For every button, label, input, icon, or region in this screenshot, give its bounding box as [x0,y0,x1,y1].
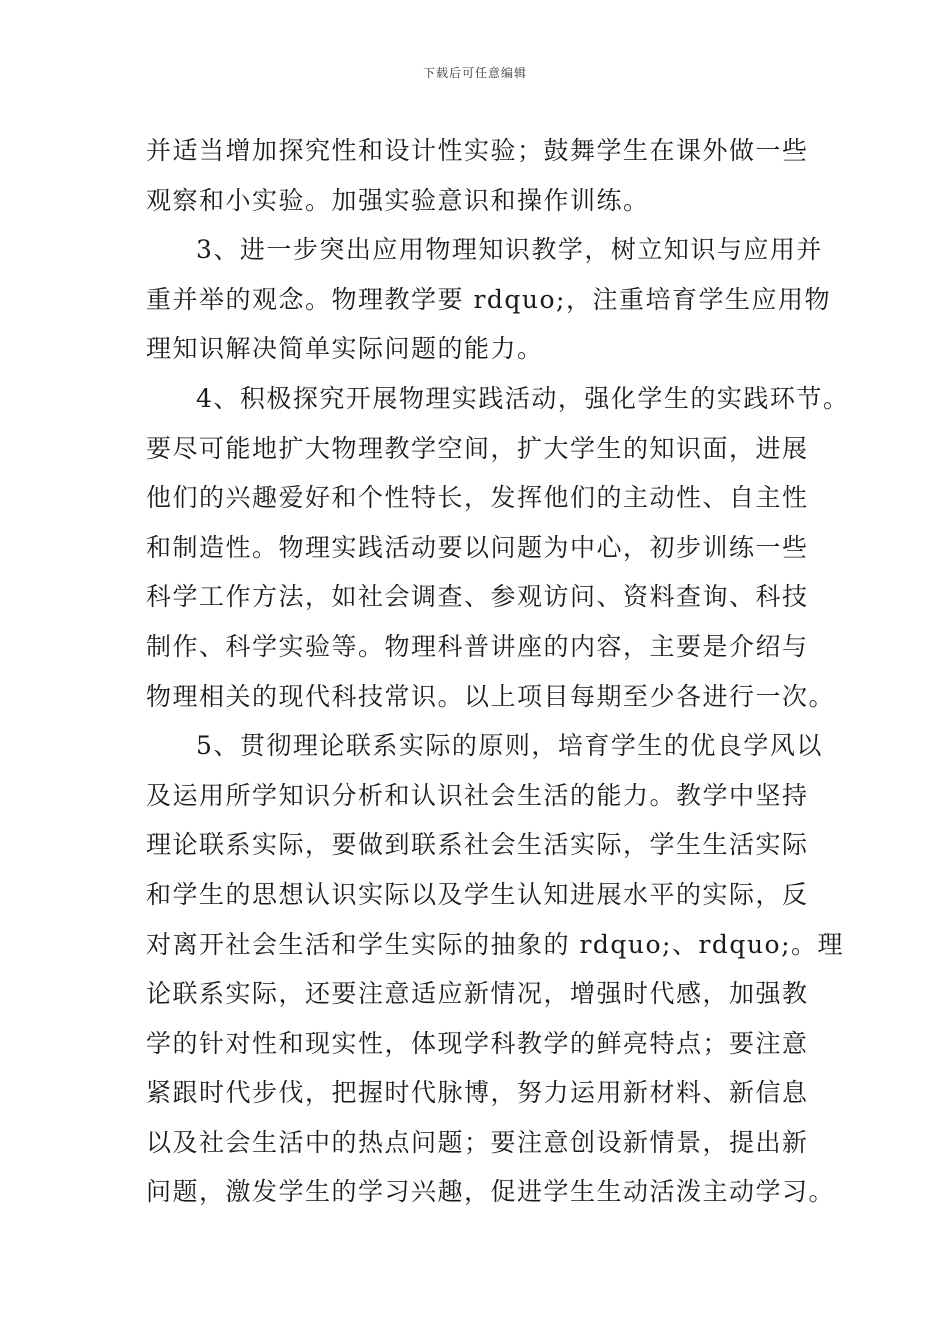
text-line: 问题，激发学生的学习兴趣，促进学生生动活泼主动学习。 [146,1177,836,1207]
text-line: 以及社会生活中的热点问题；要注意创设新情景，提出新 [146,1127,809,1157]
text-line: 5、贯彻理论联系实际的原则，培育学生的优良学风以 [196,731,823,761]
text-line: 重并举的观念。物理教学要 rdquo;，注重培育学生应用物 [146,284,831,314]
text-line: 3、进一步突出应用物理知识教学，树立知识与应用并 [196,235,823,265]
text-line: 学的针对性和现实性，体现学科教学的鲜亮特点；要注意 [146,1028,809,1058]
text-line: 观察和小实验。加强实验意识和操作训练。 [146,185,650,215]
text-line: 对离开社会生活和学生实际的抽象的 rdquo;、rdquo;。理 [146,929,845,959]
text-line: 并适当增加探究性和设计性实验；鼓舞学生在课外做一些 [146,136,809,165]
paragraph-3 [146,374,850,721]
paragraph-4 [146,721,845,1217]
text-line: 制作、科学实验等。物理科普讲座的内容，主要是介绍与 [146,631,809,661]
text-line: 和学生的思想认识实际以及学生认知进展水平的实际，反 [146,879,809,909]
page-header-note: 下载后可任意编辑 [422,66,527,80]
text-line: 紧跟时代步伐，把握时代脉博，努力运用新材料、新信息 [146,1078,809,1108]
text-line: 论联系实际，还要注意适应新情况，增强时代感，加强教 [146,979,809,1009]
document-body [146,126,850,1217]
text-line: 4、积极探究开展物理实践活动，强化学生的实践环节。 [196,383,850,413]
text-line: 理知识解决简单实际问题的能力。 [146,334,544,364]
text-line: 科学工作方法，如社会调查、参观访问、资料查询、科技 [146,582,809,612]
text-line: 理论联系实际，要做到联系社会生活实际，学生生活实际 [146,830,809,860]
text-line: 他们的兴趣爱好和个性特长，发挥他们的主动性、自主性 [146,483,809,513]
paragraph-1 [146,126,811,225]
text-line: 要尽可能地扩大物理教学空间，扩大学生的知识面，进展 [146,433,809,463]
text-line: 及运用所学知识分析和认识社会生活的能力。教学中坚持 [146,780,809,810]
text-line: 和制造性。物理实践活动要以问题为中心，初步训练一些 [146,532,809,562]
text-line: 物理相关的现代科技常识。以上项目每期至少各进行一次。 [146,681,836,711]
paragraph-2 [146,225,831,374]
